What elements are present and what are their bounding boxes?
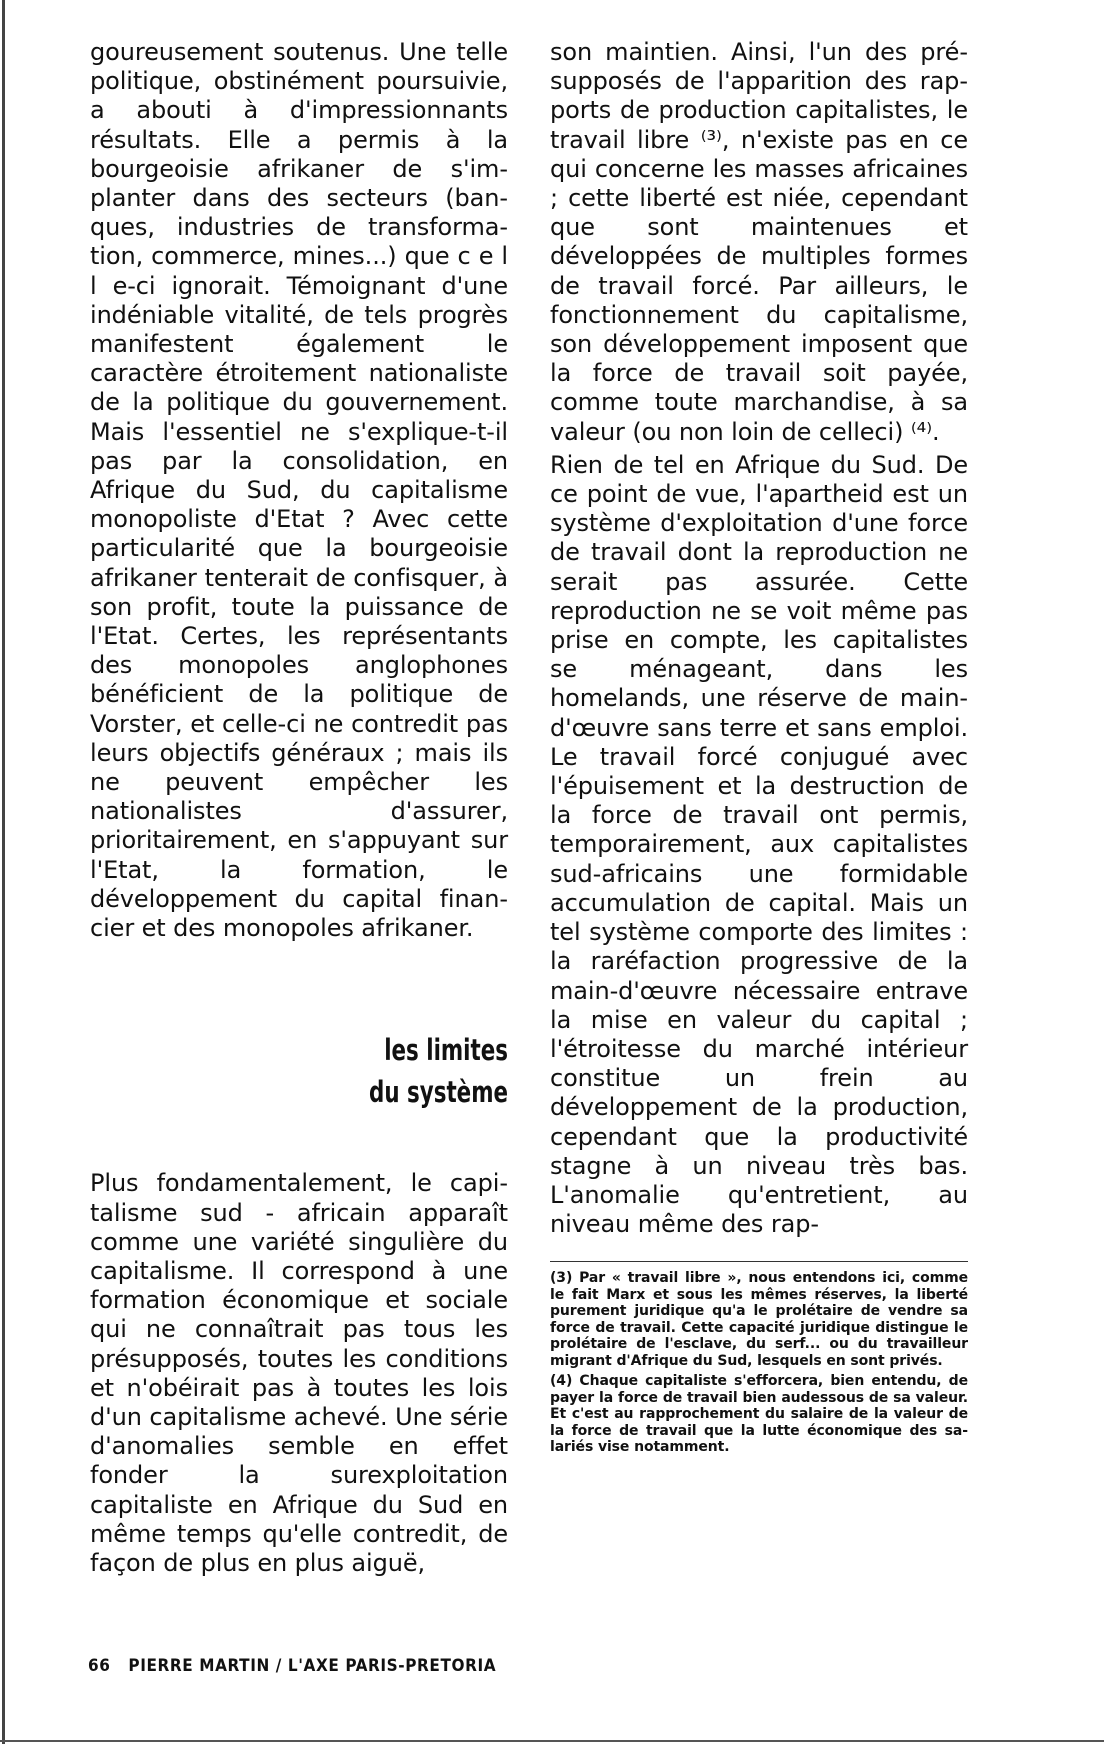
left-column	[90, 38, 508, 1578]
body-paragraph: Plus fondamentalement, le capitalisme sud - africain apparaît comme une variété singulière du capitalisme. Il correspond à une formation économique et sociale qui ne connaîtrait pas tous les présupposés, toutes les conditions et n'obéirait pas à toutes les lois d'un capitalisme achevé. Une série d'anomalies semble en effet fonder la surexploitation capitaliste en Afrique du Sud en même temps qu'elle contredit, de façon de plus en plus aiguë,	[90, 1169, 508, 1577]
body-paragraph: Rien de tel en Afrique du Sud. De ce point de vue, l'apartheid est un système d'exploitation d'une force de travail dont la reproduction ne serait pas assurée. Cette reproduction ne se voit même pas prise en compte, les capitalistes se ménageant, dans les homelands, une réserve de main-d'œuvre sans terre et sans emploi. Le travail forcé conjugué avec l'épuisement et la destruction de la force de travail ont permis, temporairement, aux capitalistes sud-africains une formidable accumulation de capital. Mais un tel système comporte des limites : la raréfaction progressive de la main-d'œuvre nécessaire entrave la mise en valeur du capital ; l'étroitesse du marché intérieur constitue un frein au développement de la production, cependant que la productivité stagne à un niveau très bas. L'anomalie qu'entretient, au niveau même des rap-	[550, 450, 968, 1239]
footnotes	[550, 1261, 968, 1456]
page-edge-bottom	[0, 1740, 1104, 1742]
body-paragraph: son maintien. Ainsi, l'un des présupposés de l'apparition des rapports de production capitalistes, le travail libre ⁽³⁾, n'existe pas en ce qui concerne les masses africaines ; cette liberté est niée, cependant que sont maintenues et développées de multiples formes de travail forcé. Par ailleurs, le fonctionnement du capitalisme, son développement imposent que la force de travail soit payée, comme toute marchandise, à sa valeur (ou non loin de celleci) ⁽⁴⁾.	[550, 38, 968, 446]
running-footer	[88, 1656, 496, 1676]
footnote-4: (4) Chaque capitaliste s'efforcera, bien entendu, de payer la force de travail bien audessous de sa valeur. Et c'est au rapprochement du salaire de la valeur de la force de travail que la lutte économique des salariés vise notamment.	[550, 1373, 968, 1456]
page-number: 66	[88, 1656, 111, 1676]
section-heading-line: du système	[369, 1075, 508, 1110]
page-edge-left	[2, 0, 5, 1744]
footnote-3: (3) Par « travail libre », nous entendons ici, comme le fait Marx et sous les mêmes réserves, la liberté purement juridique qu'a le prolétaire de vendre sa force de travail. Cette capacité juridique distingue le prolétaire de l'esclave, du serf... ou du travailleur migrant d'Afrique du Sud, lesquels en sont privés.	[550, 1270, 968, 1369]
running-title: PIERRE MARTIN / L'AXE PARIS-PRETORIA	[128, 1656, 497, 1676]
body-paragraph: goureusement soutenus. Une telle politique, obstinément poursuivie, a abouti à d'impressionnants résultats. Elle a permis à la bourgeoisie afrikaner de s'implanter dans des secteurs (banques, industries de transformation, commerce, mines...) que c e l l e-ci ignorait. Témoignant d'une indéniable vitalité, de tels progrès manifestent également le caractère étroitement nationaliste de la politique du gouvernement. Mais l'essentiel ne s'explique-t-il pas par la consolidation, en Afrique du Sud, du capitalisme monopoliste d'Etat ? Avec cette particularité que la bourgeoisie afrikaner tenterait de confisquer, à son profit, toute la puissance de l'Etat. Certes, les représentants des monopoles anglophones bénéficient de la politique de Vorster, et celle-ci ne contredit pas leurs objectifs généraux ; mais ils ne peuvent empêcher les nationalistes d'assurer, prioritairement, en s'appuyant sur l'Etat, la formation, le développement du capital financier et des monopoles afrikaner.	[90, 38, 508, 943]
section-heading-line: les limites	[384, 1033, 508, 1068]
section-heading	[165, 1029, 508, 1113]
right-column	[550, 38, 968, 1460]
